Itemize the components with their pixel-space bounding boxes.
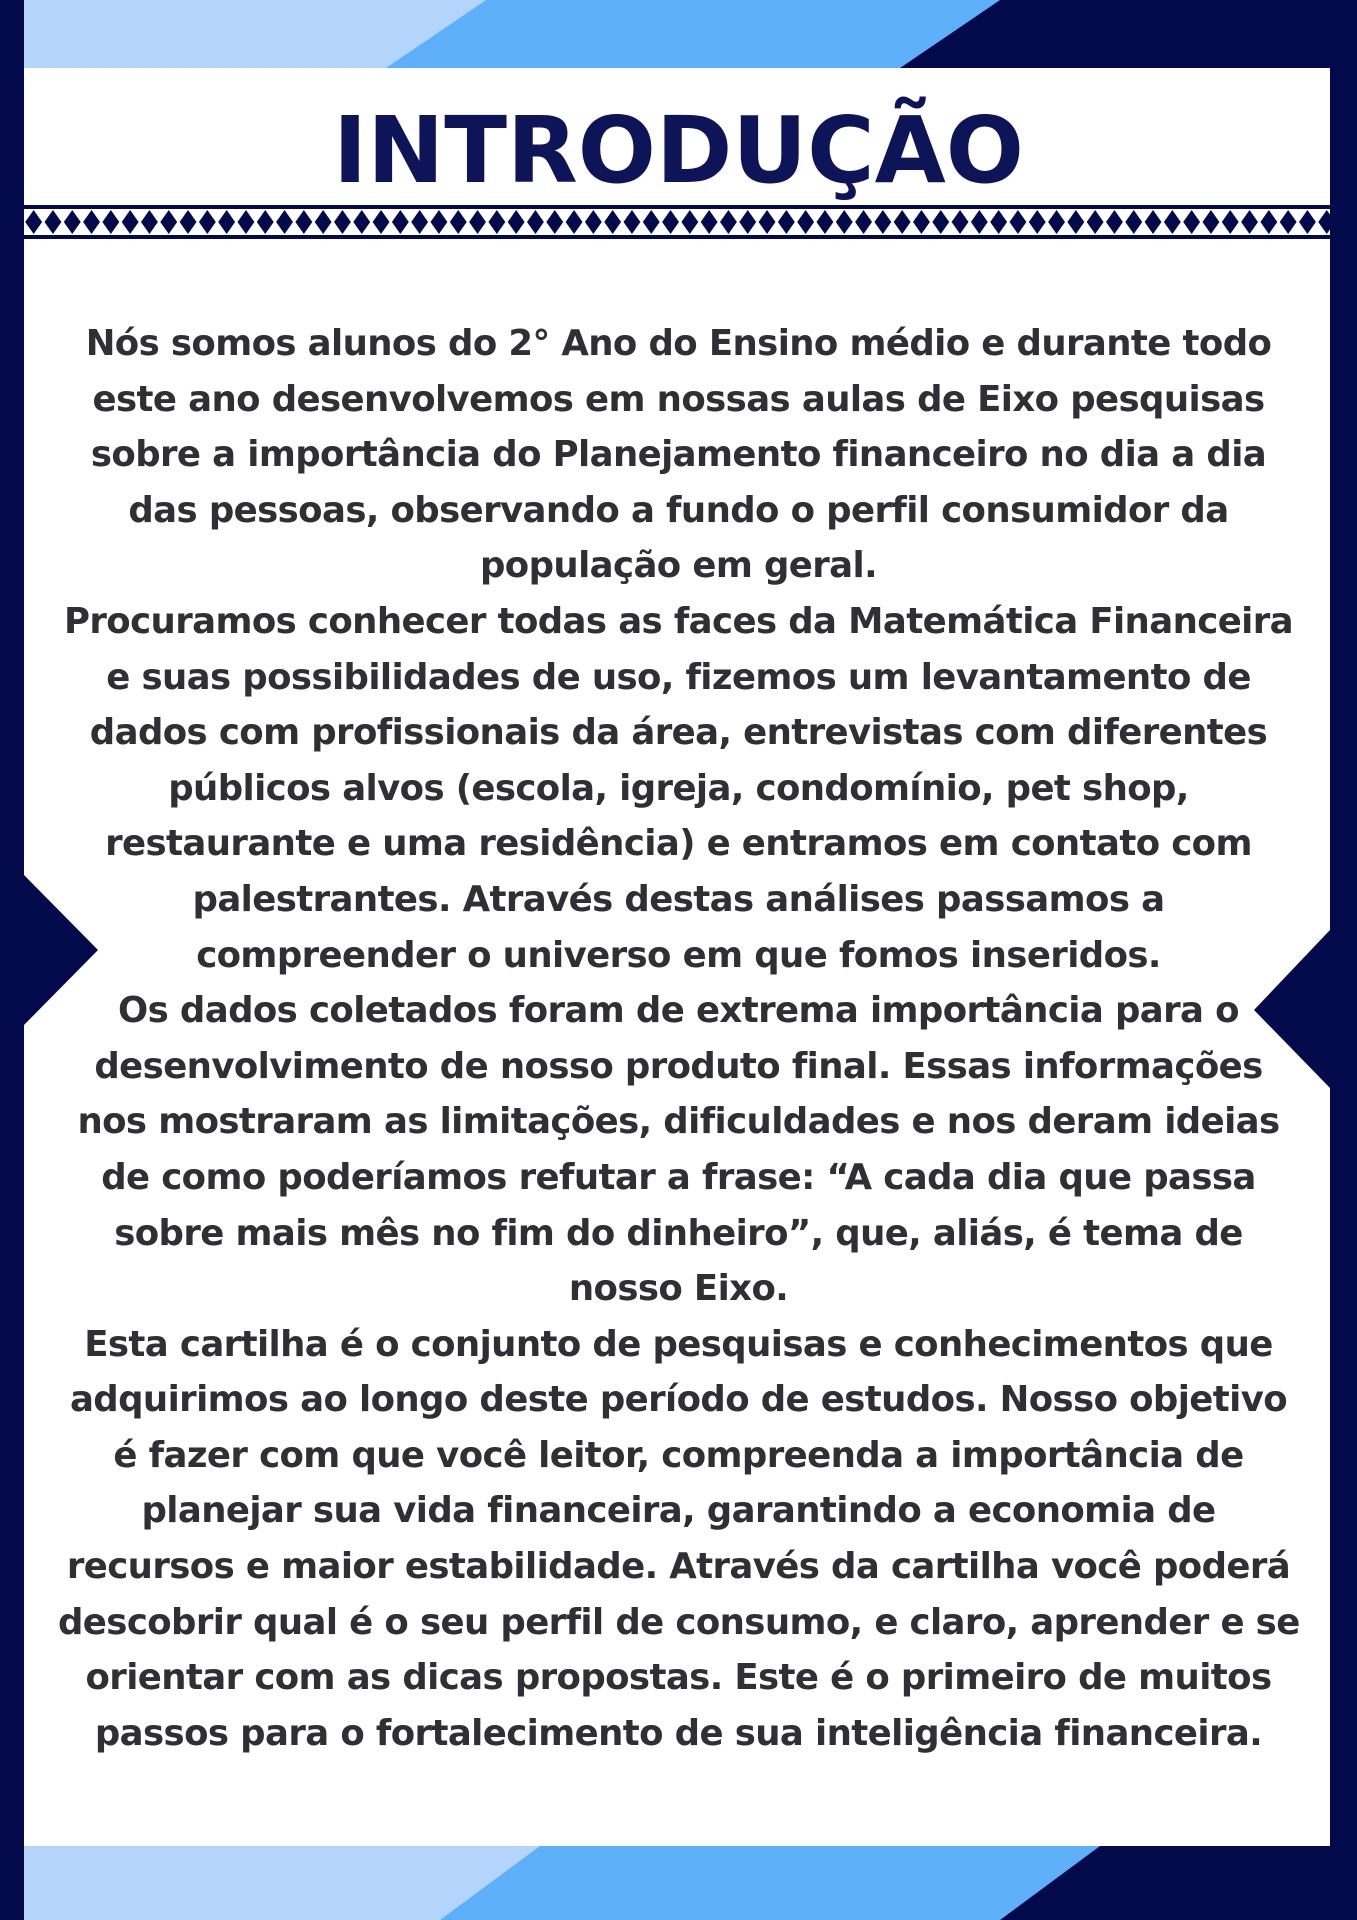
body-line: planejar sua vida financeira, garantindo a economia de: [141, 1490, 1216, 1532]
body-line: Nós somos alunos do 2° Ano do Ensino médio e durante todo: [85, 323, 1272, 364]
body-line: recursos e maior estabilidade. Através da cartilha você poderá: [66, 1546, 1291, 1588]
body-line: das pessoas, observando a fundo o perfil consumidor da: [128, 489, 1229, 531]
body-line: compreender o universo em que fomos inseridos.: [196, 934, 1161, 976]
body-line: este ano desenvolvemos em nossas aulas de Eixo pesquisas: [92, 378, 1265, 420]
body-line: dados com profissionais da área, entrevistas com diferentes: [89, 712, 1268, 754]
body-line: descobrir qual é o seu perfil de consumo, e claro, aprender e se: [58, 1601, 1300, 1643]
body-line: desenvolvimento de nosso produto final. Essas informações: [94, 1045, 1263, 1087]
body-line: e suas possibilidades de uso, fizemos um levantamento de: [106, 656, 1251, 698]
body-line: de como poderíamos refutar a frase: “A cada dia que passa: [101, 1156, 1256, 1198]
bottom-decorative-band: [24, 1846, 1333, 1920]
body-line: adquirimos ao longo deste período de estudos. Nosso objetivo: [69, 1379, 1288, 1421]
body-line: passos para o fortalecimento de sua inteligência financeira.: [94, 1712, 1263, 1754]
body-line: nosso Eixo.: [568, 1268, 789, 1310]
body-line: orientar com as dicas propostas. Este é o primeiro de muitos: [85, 1657, 1272, 1699]
body-line: é fazer com que você leitor, compreenda a importância de: [113, 1434, 1244, 1476]
body-line: públicos alvos (escola, igreja, condomínio, pet shop,: [168, 767, 1189, 809]
top-decorative-band: [24, 0, 1333, 68]
body-line: sobre mais mês no fim do dinheiro”, que, aliás, é tema de: [114, 1212, 1243, 1254]
body-line: Procuramos conhecer todas as faces da Matemática Financeira: [63, 600, 1294, 642]
body-line: Os dados coletados foram de extrema importância para o: [118, 990, 1239, 1032]
body-line: nos mostraram as limitações, dificuldades e nos deram ideias: [77, 1101, 1280, 1143]
body-line: sobre a importância do Planejamento financeiro no dia a dia: [90, 434, 1267, 476]
body-line: população em geral.: [480, 545, 877, 587]
page-title: INTRODUÇÃO: [332, 97, 1025, 204]
body-line: restaurante e uma residência) e entramos em contato com: [105, 823, 1252, 865]
introduction-body: [58, 316, 1299, 1761]
body-line: Esta cartilha é o conjunto de pesquisas e conhecimentos que: [84, 1323, 1273, 1365]
body-line: palestrantes. Através destas análises passamos a: [192, 878, 1165, 920]
